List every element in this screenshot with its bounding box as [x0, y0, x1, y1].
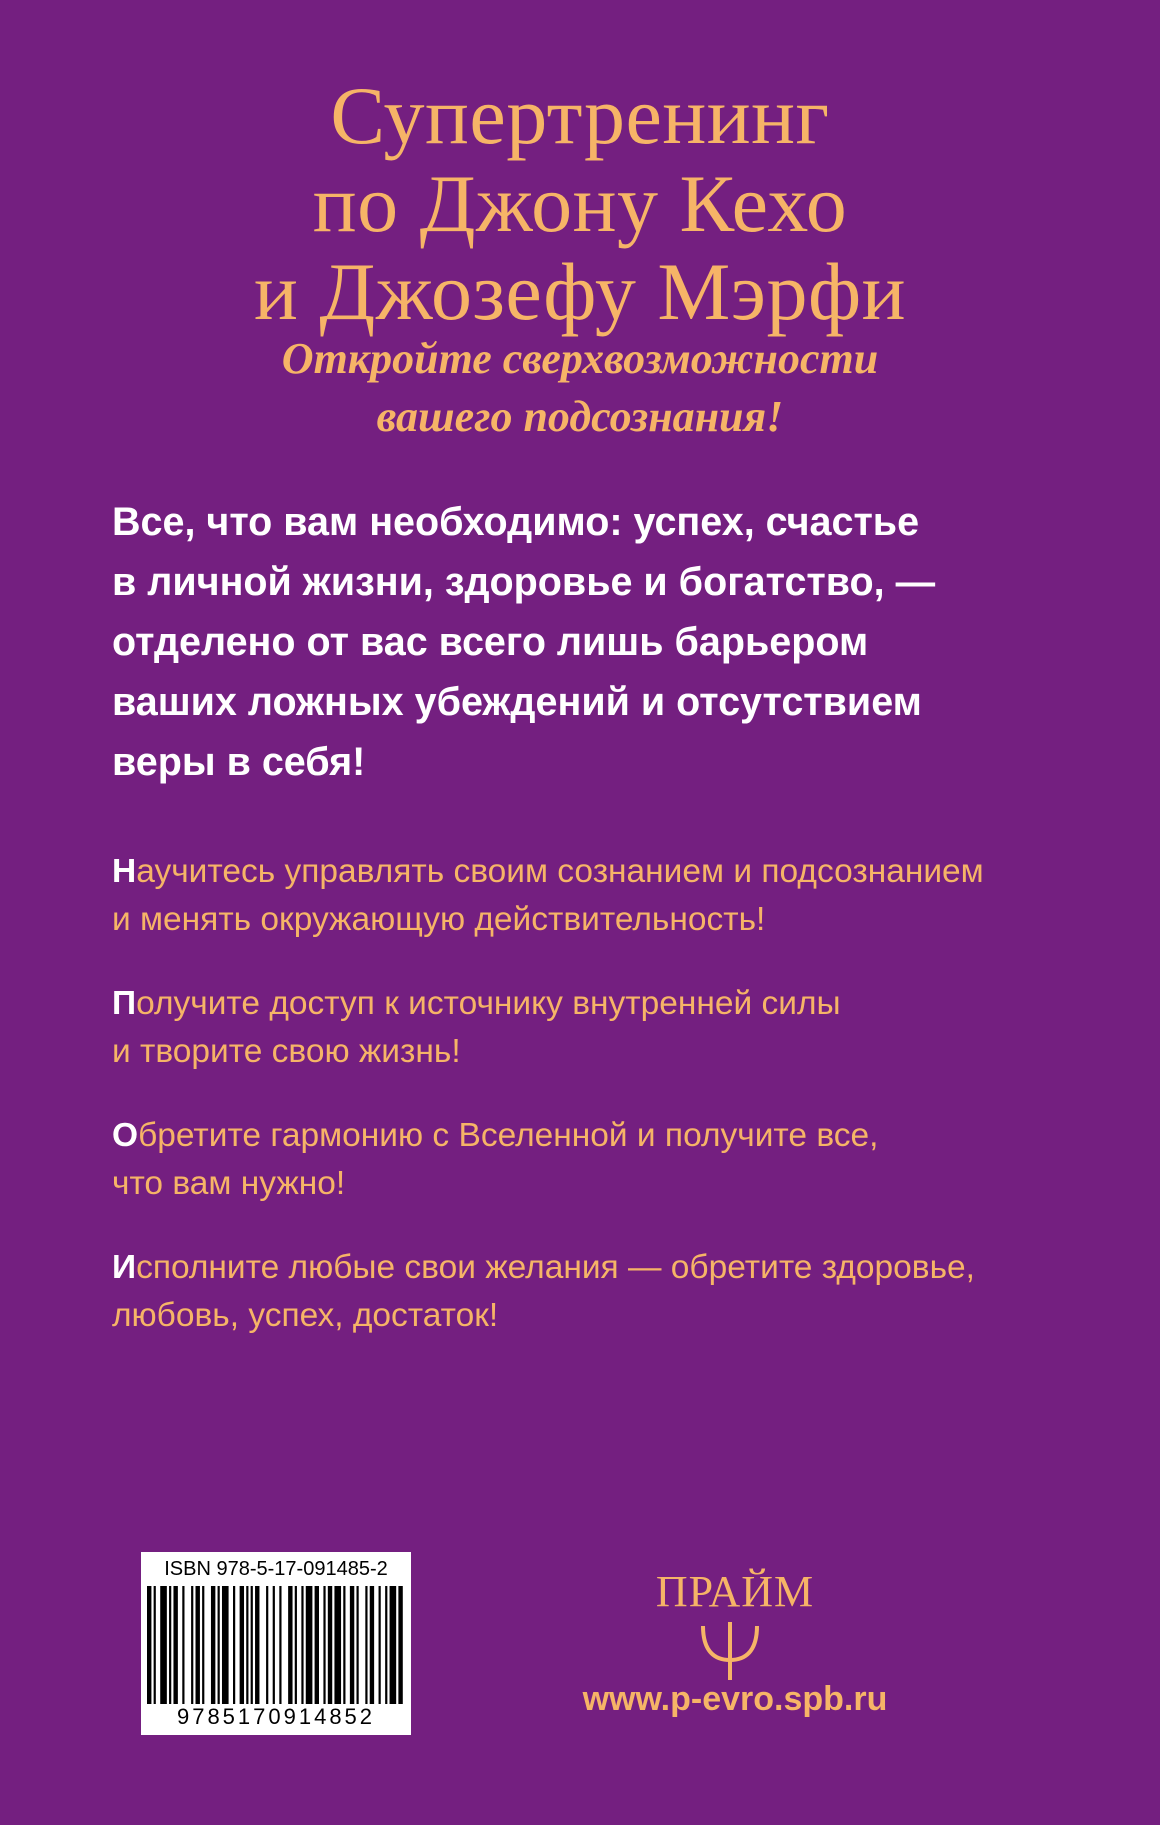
- isbn-label: ISBN 978-5-17-091485-2: [164, 1558, 388, 1580]
- benefit-line: любовь, успех, достаток!: [112, 1297, 499, 1334]
- benefit-item: [112, 980, 1092, 1076]
- benefit-line: что вам нужно!: [112, 1165, 346, 1202]
- subtitle-line: Откройте сверхвозможности: [281, 334, 879, 383]
- title-line: по Джону Кехо: [312, 158, 848, 249]
- book-subtitle: [0, 330, 1160, 446]
- lead-line: в личной жизни, здоровье и богатство, —: [112, 560, 936, 604]
- benefit-line: [112, 1112, 1092, 1160]
- benefit-line: и менять окружающую действительность!: [112, 901, 766, 938]
- book-title: [0, 72, 1160, 336]
- benefit-item: [112, 848, 1092, 944]
- lead-paragraph: [112, 492, 1072, 792]
- benefit-line: [112, 980, 1092, 1028]
- benefit-text: сполните любые свои желания — обретите здоровье,: [136, 1249, 975, 1286]
- drop-initial: О: [112, 1117, 139, 1154]
- benefits-list: [112, 848, 1092, 1376]
- isbn-barcode: [141, 1552, 411, 1735]
- benefit-line: [112, 1244, 1092, 1292]
- lead-line: отделено от вас всего лишь барьером: [112, 620, 869, 664]
- lead-line: веры в себя!: [112, 740, 366, 784]
- lead-line: ваших ложных убеждений и отсутствием: [112, 680, 922, 724]
- benefit-line: и творите свою жизнь!: [112, 1033, 461, 1070]
- psi-trident-icon: [685, 1620, 775, 1682]
- benefit-item: [112, 1112, 1092, 1208]
- title-line: Супертренинг: [330, 70, 830, 161]
- lead-line: Все, что вам необходимо: успех, счастье: [112, 500, 920, 544]
- barcode-bars: [147, 1586, 405, 1704]
- ean-digits: 9785170914852: [176, 1704, 376, 1729]
- benefit-text: бретите гармонию с Вселенной и получите все,: [138, 1117, 879, 1154]
- drop-initial: Н: [112, 853, 137, 890]
- publisher-name: ПРАЙМ: [655, 1567, 815, 1616]
- benefit-text: аучитесь управлять своим сознанием и подсознанием: [136, 853, 984, 890]
- benefit-line: [112, 848, 1092, 896]
- drop-initial: П: [112, 985, 137, 1022]
- benefit-item: [112, 1244, 1092, 1340]
- publisher-website[interactable]: www.p-evro.spb.ru: [582, 1680, 888, 1718]
- subtitle-line: вашего подсознания!: [376, 392, 784, 441]
- benefit-text: олучите доступ к источнику внутренней силы: [136, 985, 841, 1022]
- drop-initial: И: [112, 1249, 137, 1286]
- title-line: и Джозефу Мэрфи: [254, 246, 906, 337]
